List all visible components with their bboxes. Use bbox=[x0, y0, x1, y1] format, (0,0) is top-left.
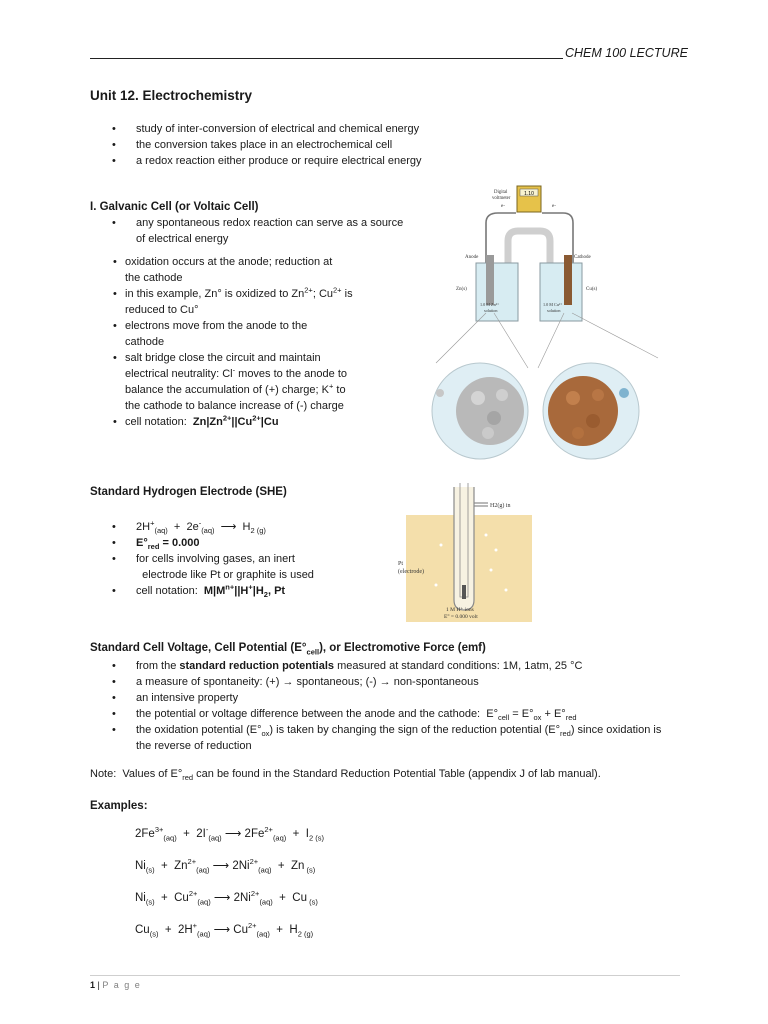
she-bullet-list bbox=[90, 519, 410, 599]
svg-text:1.0 M Zn²⁺: 1.0 M Zn²⁺ bbox=[480, 302, 500, 307]
equation-2: $Ni_{(s)} + Zn^{2+}_{(aq)}$ ⟶ $2Ni^{2+}_{(aq)} + Zn$ $_{(s)}$ bbox=[135, 857, 316, 875]
list-item: • cell notation: $Zn|Zn^{2+}||Cu^{2+}|Cu$ bbox=[113, 413, 279, 428]
scv-title: Standard Cell Voltage, Cell Potential $(E^\circ_{cell})$, or Electromotive Force (emf) bbox=[90, 642, 486, 657]
equation-4: $Cu_{(s)} + 2H^+_{(aq)}$ ⟶ $Cu^{2+}_{(aq)} + H_{2 (g)}$ bbox=[135, 921, 314, 939]
list-item: • $E^\circ_{red} = 0.000$ bbox=[112, 537, 200, 552]
list-item: • $2H^+_{(aq)} + 2e^-_{(aq)}$ ⟶ $H_{2 (g)}$ bbox=[112, 518, 266, 536]
examples-title: Examples: bbox=[90, 800, 148, 812]
galvanic-title: I. Galvanic Cell (or Voltaic Cell) bbox=[90, 201, 259, 213]
list-item: • a measure of spontaneity: (+) → spontaneous; (-) → non-spontaneous bbox=[112, 676, 479, 688]
scv-bullet-list bbox=[90, 658, 710, 754]
list-item: • the oxidation potential $(E^\circ_{ox})$ is taken by changing the sign of the reduction potential $(E^\circ_{red})$ since oxidation is the reverse of reduction bbox=[112, 724, 662, 752]
equation-1: $2Fe^{3+}_{(aq)} + 2I^-_{(aq)}$ ⟶ $2Fe^{2+}_{(aq)} + I_{2 (s)}$ bbox=[135, 825, 324, 843]
svg-text:E° = 0.000 volt: E° = 0.000 volt bbox=[444, 614, 478, 620]
svg-text:1.0 M Cu²⁺: 1.0 M Cu²⁺ bbox=[543, 302, 563, 307]
voltmeter-reading: 1.10 bbox=[524, 191, 534, 197]
svg-text:e-: e- bbox=[552, 204, 556, 209]
list-item: • any spontaneous redox reaction can serve as a source of electrical energy bbox=[112, 217, 404, 245]
list-item: • study of inter-conversion of electrical and chemical energy bbox=[112, 123, 420, 135]
header-course: CHEM 100 LECTURE bbox=[565, 46, 688, 60]
voltmeter-label: Digital bbox=[494, 190, 508, 195]
page-footer: 1 | P a g e bbox=[90, 980, 142, 990]
list-item: • in this example, Zn° is oxidized to $Zn^{2+}$; $Cu^{2+}$ is reduced to Cu° bbox=[113, 285, 353, 316]
page-label: P a g e bbox=[102, 980, 142, 990]
footer-rule bbox=[90, 975, 680, 976]
svg-text:Zn(s): Zn(s) bbox=[456, 287, 467, 292]
svg-text:1 M H⁺ ions: 1 M H⁺ ions bbox=[446, 607, 474, 613]
svg-text:Cathode: Cathode bbox=[574, 255, 591, 260]
svg-text:H2(g) in: H2(g) in bbox=[490, 503, 511, 509]
svg-text:solution: solution bbox=[484, 308, 498, 313]
svg-text:e-: e- bbox=[501, 204, 505, 209]
galvanic-cell-figure bbox=[428, 183, 673, 465]
galvanic-bullet-list bbox=[90, 215, 420, 247]
list-item: • electrons move from the anode to the cathode bbox=[113, 320, 308, 348]
svg-text:Pt: Pt bbox=[398, 561, 404, 567]
svg-text:Anode: Anode bbox=[465, 255, 479, 260]
galvanic-detail-list bbox=[90, 254, 380, 430]
list-item: • the conversion takes place in an electrochemical cell bbox=[112, 139, 393, 151]
header-rule bbox=[90, 58, 563, 59]
intro-bullet-list bbox=[90, 121, 510, 169]
list-item: • cell notation: $M|M^{n+}||H^+|H_2$, Pt bbox=[112, 582, 286, 600]
svg-text:voltmeter: voltmeter bbox=[492, 196, 511, 201]
list-item: • a redox reaction either produce or require electrical energy bbox=[112, 155, 422, 167]
svg-text:Cu(s): Cu(s) bbox=[586, 287, 598, 292]
list-item: • salt bridge close the circuit and maintain electrical neutrality: Cl- moves to the anode to balance the accumulation of (+) charge; K+ to the cathode to balance increase of (-) charge bbox=[113, 352, 348, 412]
svg-text:(electrode): (electrode) bbox=[398, 569, 424, 575]
list-item: • the potential or voltage difference between the anode and the cathode: $E^\circ_{cell} = E^\circ_{ox} + E^\circ_{red}$ bbox=[112, 708, 577, 723]
note-text: Note: Values of $E^\circ_{red}$ can be found in the Standard Reduction Potential Table (appendix J of lab manual). bbox=[90, 768, 601, 783]
list-item: • for cells involving gases, an inert electrode like Pt or graphite is used bbox=[112, 553, 314, 581]
she-figure bbox=[396, 475, 536, 625]
list-item: • oxidation occurs at the anode; reduction at the cathode bbox=[113, 256, 333, 284]
list-item: • from the standard reduction potentials measured at standard conditions: 1M, 1atm, 25 °C bbox=[112, 660, 583, 672]
she-title: Standard Hydrogen Electrode (SHE) bbox=[90, 486, 287, 498]
page-number: 1 bbox=[90, 980, 96, 990]
unit-title: Unit 12. Electrochemistry bbox=[90, 88, 253, 103]
svg-text:solution: solution bbox=[547, 308, 561, 313]
list-item: • an intensive property bbox=[112, 692, 239, 704]
equation-3: $Ni_{(s)} + Cu^{2+}_{(aq)}$ ⟶ $2Ni^{2+}_{(aq)} + Cu$ $_{(s)}$ bbox=[135, 889, 318, 907]
